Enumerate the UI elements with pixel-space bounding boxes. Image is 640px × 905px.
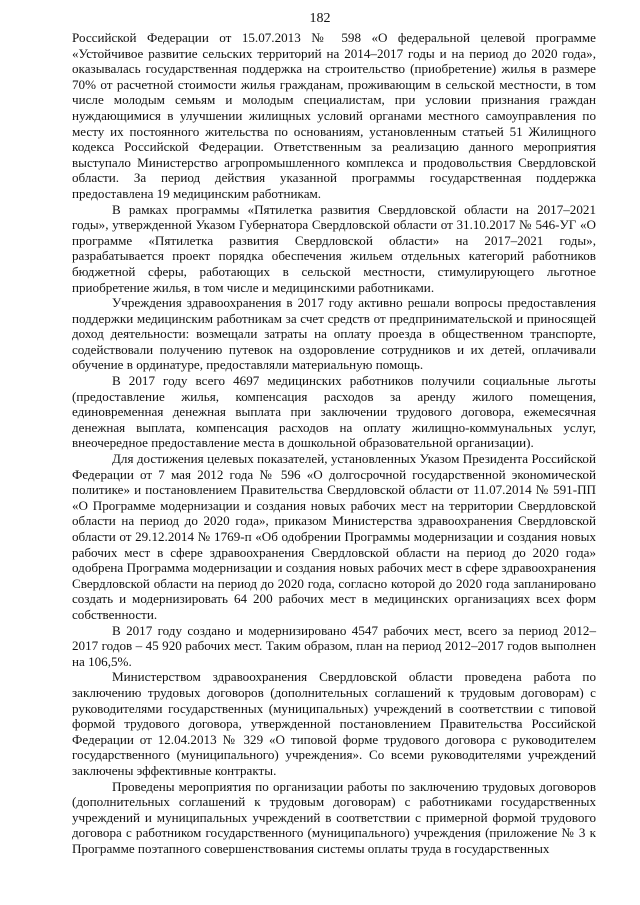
page-number: 182	[309, 11, 331, 26]
paragraph: В 2017 году создано и модернизировано 4547 рабочих мест, всего за период 2012–2017 годов – 45 920 рабочих мест. Таким образом, план на период 2012–2017 годов выполнен на 106,5%.	[72, 622, 596, 669]
body-text	[72, 30, 596, 856]
paragraph: Учреждения здравоохранения в 2017 году активно решали вопросы предоставления поддержки медицинским работникам за счет средств от предпринимательской и приносящей доход деятельности: возмещали затраты на оплату проезда в общественном транспорте, содействовали получению путевок на оздоровление сотрудников и их детей, оплачивали обучение в ординатуре, предоставляли материальную помощь.	[72, 295, 596, 373]
paragraph: В 2017 году всего 4697 медицинских работников получили социальные льготы (предоставление жилья, компенсация расходов за аренду жилого помещения, единовременная денежная выплата при заключении трудового договора, ежемесячная денежная выплата, компенсация расходов на оплату жилищно-коммунальных услуг, внеочередное предоставление места в дошкольной образовательной организации).	[72, 373, 596, 451]
paragraph: Проведены мероприятия по организации работы по заключению трудовых договоров (дополнительных соглашений к трудовым договорам) с работниками государственных учреждений и муниципальных учреждений в соответствии с примерной формой трудового договора с работником государственного (муниципального) учреждения (приложение № 3 к Программе поэтапного совершенствования системы оплаты труда в государственных	[72, 778, 596, 856]
paragraph: Для достижения целевых показателей, установленных Указом Президента Российской Федерации от 7 мая 2012 года № 596 «О долгосрочной государственной экономической политике» и постановлением Правительства Свердловской области от 11.07.2014 № 591-ПП «О Программе модернизации и создания новых рабочих мест на территории Свердловской области на период до 2020 года», приказом Министерства здравоохранения Свердловской области от 29.12.2014 № 1769-п «Об одобрении Программы модернизации и создания новых рабочих мест в сфере здравоохранения Свердловской области на период до 2020 года» одобрена Программа модернизации и создания новых рабочих мест в сфере здравоохранения Свердловской области на период до 2020 года, согласно которой до 2020 года запланировано создать и модернизировать 64 200 рабочих мест в медицинских организациях всех форм собственности.	[72, 451, 596, 622]
paragraph: В рамках программы «Пятилетка развития Свердловской области на 2017–2021 годы», утвержденной Указом Губернатора Свердловской области от 31.10.2017 № 546-УГ «О программе «Пятилетка развития Свердловской области» на 2017–2021 годы», разрабатывается проект порядка обеспечения жильем отдельных категорий работников бюджетной сферы, работающих в сельской местности, стимулирующего льготное приобретение жилья, в том числе и медицинскими работниками.	[72, 201, 596, 295]
paragraph-continued: Российской Федерации от 15.07.2013 № 598 «О федеральной целевой программе «Устойчивое развитие сельских территорий на 2014–2017 годы и на период до 2020 года», оказывалась государственная поддержка на строительство (приобретение) жилья в размере 70% от расчетной стоимости жилья гражданам, проживающим в сельской местности, в том числе молодым семьям и молодым специалистам, при условии признания граждан нуждающимися в улучшении жилищных условий органами местного самоуправления по месту их постоянного жительства по основаниям, установленным статьей 51 Жилищного кодекса Российской Федерации. Ответственным за реализацию данного мероприятия выступало Министерство агропромышленного комплекса и продовольствия Свердловской области. За период действия указанной программы государственная поддержка предоставлена 19 медицинским работникам.	[72, 30, 596, 201]
paragraph: Министерством здравоохранения Свердловской области проведена работа по заключению трудовых договоров (дополнительных соглашений к трудовым договорам) с руководителями государственных (муниципальных) учреждений в соответствии с типовой формой трудового договора, утвержденной постановлением Правительства Российской Федерации от 12.04.2013 № 329 «О типовой форме трудового договора с руководителем государственного (муниципального) учреждения». Со всеми руководителями учреждений заключены эффективные контракты.	[72, 669, 596, 778]
